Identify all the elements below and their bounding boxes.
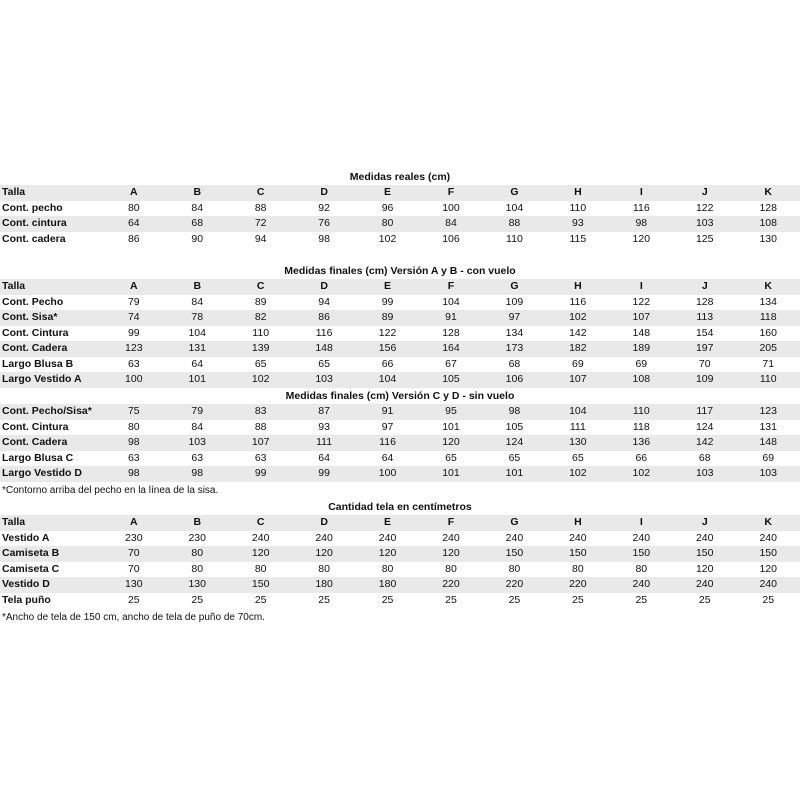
value-cell: 113 [673,310,736,326]
size-header-cell: G [483,515,546,531]
table-row [0,577,800,593]
value-cell: 134 [505,326,524,339]
value-cell: 120 [356,546,419,562]
size-header-cell: D [292,515,355,531]
value-cell: 103 [673,216,736,232]
value-cell: 25 [318,593,330,606]
value-cell: 105 [505,420,524,433]
value-cell: 83 [229,404,292,420]
value-cell: 156 [356,341,419,357]
value-cell: 220 [419,577,482,593]
value-cell: 84 [419,216,482,232]
row-label-cell: Cont. Pecho/Sisa* [0,404,102,420]
value-cell: 99 [229,466,292,482]
row-label-cell: Cont. Pecho [2,295,64,308]
value-cell: 64 [102,216,165,232]
value-cell: 86 [292,310,355,326]
row-label-cell: Cont. cintura [0,216,102,232]
value-cell: 101 [483,466,546,482]
table-row [0,357,800,373]
value-cell: 128 [442,326,460,339]
value-cell: 110 [569,201,587,214]
size-header-cell: H [546,185,609,201]
value-cell: 94 [254,232,267,245]
value-cell: 148 [632,326,651,339]
size-header-cell: C [229,279,292,295]
row-label-cell: Camiseta C [2,562,60,575]
value-cell: 89 [254,295,267,308]
value-cell: 63 [127,451,140,464]
value-cell: 98 [166,466,229,482]
value-cell: 91 [419,310,482,326]
value-cell: 96 [381,201,394,214]
table-row [0,466,800,482]
value-cell: 205 [736,341,800,357]
value-cell: 160 [759,326,777,339]
value-cell: 134 [759,295,777,308]
header-label-cell: Talla [0,515,102,531]
value-cell: 88 [483,216,546,232]
value-cell: 79 [166,404,229,420]
size-header-cell: A [102,279,165,295]
value-cell: 150 [673,546,736,562]
row-label-cell: Cont. Sisa* [0,310,102,326]
value-cell: 107 [229,435,292,451]
value-cell: 150 [546,546,609,562]
table-header-row [0,185,800,201]
value-cell: 240 [759,531,777,544]
table-row [0,404,800,420]
value-cell: 94 [318,295,330,308]
size-header-cell: K [736,279,800,295]
value-cell: 122 [695,201,714,214]
table-row [0,531,800,547]
value-cell: 68 [508,357,521,370]
value-cell: 240 [505,531,524,544]
value-cell: 66 [381,357,394,370]
size-header-cell: B [166,279,229,295]
value-cell: 63 [254,451,267,464]
value-cell: 240 [673,577,736,593]
table-row [0,326,800,342]
value-cell: 111 [569,420,586,433]
value-cell: 25 [254,593,267,606]
table3-final-measurements-cd [0,404,800,482]
value-cell: 130 [759,232,777,245]
value-cell: 80 [127,201,140,214]
size-header-cell: J [673,515,736,531]
value-cell: 108 [610,372,673,388]
size-header-cell: I [610,279,673,295]
row-label-cell: Largo Vestido D [0,466,102,482]
value-cell: 130 [102,577,165,593]
table-row [0,295,800,311]
value-cell: 240 [251,531,270,544]
value-cell: 87 [292,404,355,420]
value-cell: 182 [546,341,609,357]
size-header-cell: B [166,515,229,531]
value-cell: 120 [419,546,482,562]
value-cell: 131 [166,341,229,357]
value-cell: 72 [229,216,292,232]
value-cell: 70 [127,562,140,575]
value-cell: 80 [445,562,457,575]
size-header-cell: C [229,515,292,531]
table3-footnote: *Contorno arriba del pecho en la línea de la sisa. [2,485,219,496]
value-cell: 117 [673,404,736,420]
value-cell: 128 [759,201,777,214]
value-cell: 98 [610,216,673,232]
value-cell: 80 [381,562,394,575]
value-cell: 110 [506,232,523,245]
value-cell: 110 [252,326,270,339]
size-header-cell: K [736,185,800,201]
value-cell: 102 [610,466,673,482]
value-cell: 150 [736,546,800,562]
value-cell: 148 [292,341,355,357]
value-cell: 25 [635,593,648,606]
value-cell: 180 [292,577,355,593]
table-row [0,562,800,578]
size-header-cell: B [166,185,229,201]
value-cell: 120 [292,546,355,562]
value-cell: 189 [610,341,673,357]
value-cell: 123 [102,341,165,357]
value-cell: 88 [254,420,267,433]
table-row [0,341,800,357]
value-cell: 107 [610,310,673,326]
row-label-cell: Cont. Cintura [2,420,69,433]
value-cell: 104 [356,372,419,388]
value-cell: 120 [419,435,482,451]
value-cell: 68 [698,451,711,464]
value-cell: 98 [318,232,330,245]
table4-title: Cantidad tela en centímetros [328,501,472,513]
value-cell: 25 [445,593,457,606]
value-cell: 100 [442,201,460,214]
size-header-cell: F [419,279,482,295]
value-cell: 122 [378,326,397,339]
value-cell: 120 [759,562,777,575]
value-cell: 101 [442,420,460,433]
value-cell: 99 [127,326,140,339]
value-cell: 230 [125,531,143,544]
value-cell: 70 [102,546,165,562]
value-cell: 104 [188,326,206,339]
row-label-cell: Cont. Cadera [0,341,102,357]
value-cell: 240 [736,577,800,593]
value-cell: 148 [736,435,800,451]
table-row [0,232,800,248]
value-cell: 97 [483,310,546,326]
value-cell: 71 [762,357,775,370]
value-cell: 84 [191,201,204,214]
value-cell: 103 [166,435,229,451]
size-header-cell: H [546,279,609,295]
row-label-cell: Largo Vestido A [0,372,102,388]
size-header-cell: G [483,279,546,295]
value-cell: 65 [508,451,521,464]
value-cell: 116 [315,326,333,339]
value-cell: 84 [191,295,204,308]
table4-footnote: *Ancho de tela de 150 cm, ancho de tela de puño de 70cm. [2,612,265,623]
value-cell: 118 [632,420,650,433]
value-cell: 97 [381,420,394,433]
value-cell: 80 [635,562,648,575]
row-label-cell: Vestido D [0,577,102,593]
value-cell: 240 [378,531,397,544]
value-cell: 115 [569,232,587,245]
value-cell: 164 [419,341,482,357]
value-cell: 25 [698,593,711,606]
value-cell: 92 [318,201,330,214]
value-cell: 63 [127,357,140,370]
row-label-cell: Cont. pecho [2,201,63,214]
table1-title: Medidas reales (cm) [349,171,451,183]
table1-real-measurements [0,185,800,247]
size-header-cell: H [546,515,609,531]
size-header-cell: E [356,185,419,201]
row-label-cell: Camiseta B [0,546,102,562]
size-header-cell: E [356,279,419,295]
value-cell: 150 [610,546,673,562]
table-row [0,593,800,609]
table-row [0,372,800,388]
value-cell: 66 [635,451,648,464]
value-cell: 80 [572,562,584,575]
value-cell: 104 [505,201,524,214]
value-cell: 101 [166,372,229,388]
value-cell: 99 [292,466,355,482]
value-cell: 102 [378,232,397,245]
value-cell: 65 [572,451,584,464]
value-cell: 105 [419,372,482,388]
value-cell: 220 [546,577,609,593]
table-row [0,451,800,467]
table-header-row [0,515,800,531]
value-cell: 108 [736,216,800,232]
value-cell: 154 [695,326,714,339]
value-cell: 107 [546,372,609,388]
value-cell: 25 [191,593,204,606]
size-header-cell: F [419,185,482,201]
size-header-cell: C [229,185,292,201]
value-cell: 120 [229,546,292,562]
value-cell: 102 [229,372,292,388]
value-cell: 116 [569,295,587,308]
size-header-cell: F [419,515,482,531]
value-cell: 142 [569,326,587,339]
value-cell: 100 [356,466,419,482]
table3-title: Medidas finales (cm) Versión C y D - sin vuelo [285,390,515,402]
value-cell: 80 [508,562,521,575]
value-cell: 64 [381,451,394,464]
value-cell: 106 [442,232,460,245]
value-cell: 130 [546,435,609,451]
value-cell: 109 [505,295,524,308]
row-label-cell: Cont. Cintura [2,326,69,339]
value-cell: 69 [572,357,584,370]
value-cell: 67 [445,357,457,370]
value-cell: 25 [572,593,584,606]
value-cell: 240 [695,531,714,544]
value-cell: 125 [695,232,714,245]
row-label-cell: Largo Blusa C [2,451,74,464]
value-cell: 240 [315,531,333,544]
table-row [0,435,800,451]
value-cell: 70 [698,357,711,370]
value-cell: 25 [381,593,394,606]
size-header-cell: E [356,515,419,531]
value-cell: 118 [736,310,800,326]
value-cell: 120 [632,232,651,245]
value-cell: 98 [102,466,165,482]
row-label-cell: Cont. Cadera [0,435,102,451]
value-cell: 102 [546,466,609,482]
value-cell: 150 [229,577,292,593]
value-cell: 103 [673,466,736,482]
value-cell: 80 [356,216,419,232]
value-cell: 80 [318,562,330,575]
value-cell: 128 [695,295,714,308]
value-cell: 98 [102,435,165,451]
value-cell: 240 [442,531,460,544]
value-cell: 25 [762,593,775,606]
value-cell: 109 [673,372,736,388]
table2-final-measurements-ab [0,279,800,388]
value-cell: 79 [127,295,140,308]
value-cell: 64 [191,357,204,370]
value-cell: 25 [508,593,521,606]
value-cell: 89 [356,310,419,326]
value-cell: 180 [356,577,419,593]
value-cell: 130 [166,577,229,593]
value-cell: 93 [318,420,330,433]
size-header-cell: I [610,515,673,531]
value-cell: 65 [445,451,457,464]
table-row [0,216,800,232]
value-cell: 142 [673,435,736,451]
size-header-cell: A [102,185,165,201]
size-header-cell: G [483,185,546,201]
size-header-cell: D [292,279,355,295]
value-cell: 69 [635,357,648,370]
value-cell: 93 [546,216,609,232]
value-cell: 69 [762,451,775,464]
row-label-cell: Cont. cadera [2,232,66,245]
value-cell: 110 [736,372,800,388]
value-cell: 136 [610,435,673,451]
header-label-cell: Talla [0,185,102,201]
value-cell: 110 [610,404,673,420]
value-cell: 102 [546,310,609,326]
value-cell: 75 [102,404,165,420]
value-cell: 91 [356,404,419,420]
row-label-cell: Largo Blusa B [2,357,74,370]
row-label-cell: Vestido A [2,531,50,544]
value-cell: 63 [191,451,204,464]
value-cell: 98 [483,404,546,420]
value-cell: 104 [546,404,609,420]
value-cell: 220 [483,577,546,593]
table-row [0,201,800,217]
value-cell: 122 [632,295,651,308]
value-cell: 230 [188,531,206,544]
value-cell: 65 [254,357,267,370]
value-cell: 74 [102,310,165,326]
table-header-row [0,279,800,295]
value-cell: 65 [318,357,330,370]
table2-title: Medidas finales (cm) Versión A y B - con vuelo [284,265,516,277]
value-cell: 68 [166,216,229,232]
value-cell: 100 [102,372,165,388]
value-cell: 139 [229,341,292,357]
value-cell: 240 [569,531,587,544]
value-cell: 240 [610,577,673,593]
row-label-cell: Tela puño [2,593,51,606]
value-cell: 76 [292,216,355,232]
value-cell: 80 [127,420,140,433]
value-cell: 25 [127,593,140,606]
value-cell: 116 [632,201,650,214]
size-header-cell: D [292,185,355,201]
value-cell: 80 [191,562,204,575]
value-cell: 124 [483,435,546,451]
value-cell: 123 [736,404,800,420]
table-row [0,310,800,326]
table-row [0,420,800,436]
value-cell: 82 [229,310,292,326]
size-header-cell: J [673,185,736,201]
size-header-cell: I [610,185,673,201]
value-cell: 197 [673,341,736,357]
value-cell: 116 [356,435,419,451]
value-cell: 173 [483,341,546,357]
value-cell: 111 [292,435,355,451]
value-cell: 106 [483,372,546,388]
table-row [0,546,800,562]
value-cell: 99 [381,295,394,308]
value-cell: 120 [695,562,714,575]
size-header-cell: K [736,515,800,531]
value-cell: 131 [759,420,777,433]
value-cell: 80 [166,546,229,562]
value-cell: 80 [254,562,267,575]
value-cell: 103 [292,372,355,388]
value-cell: 95 [419,404,482,420]
value-cell: 84 [191,420,204,433]
value-cell: 240 [632,531,651,544]
value-cell: 86 [127,232,140,245]
value-cell: 124 [695,420,714,433]
table4-fabric-quantity [0,515,800,608]
value-cell: 90 [191,232,204,245]
header-label-cell: Talla [0,279,102,295]
size-header-cell: J [673,279,736,295]
size-header-cell: A [102,515,165,531]
value-cell: 150 [483,546,546,562]
value-cell: 104 [442,295,460,308]
value-cell: 103 [736,466,800,482]
value-cell: 78 [166,310,229,326]
value-cell: 64 [318,451,330,464]
value-cell: 88 [254,201,267,214]
value-cell: 101 [419,466,482,482]
